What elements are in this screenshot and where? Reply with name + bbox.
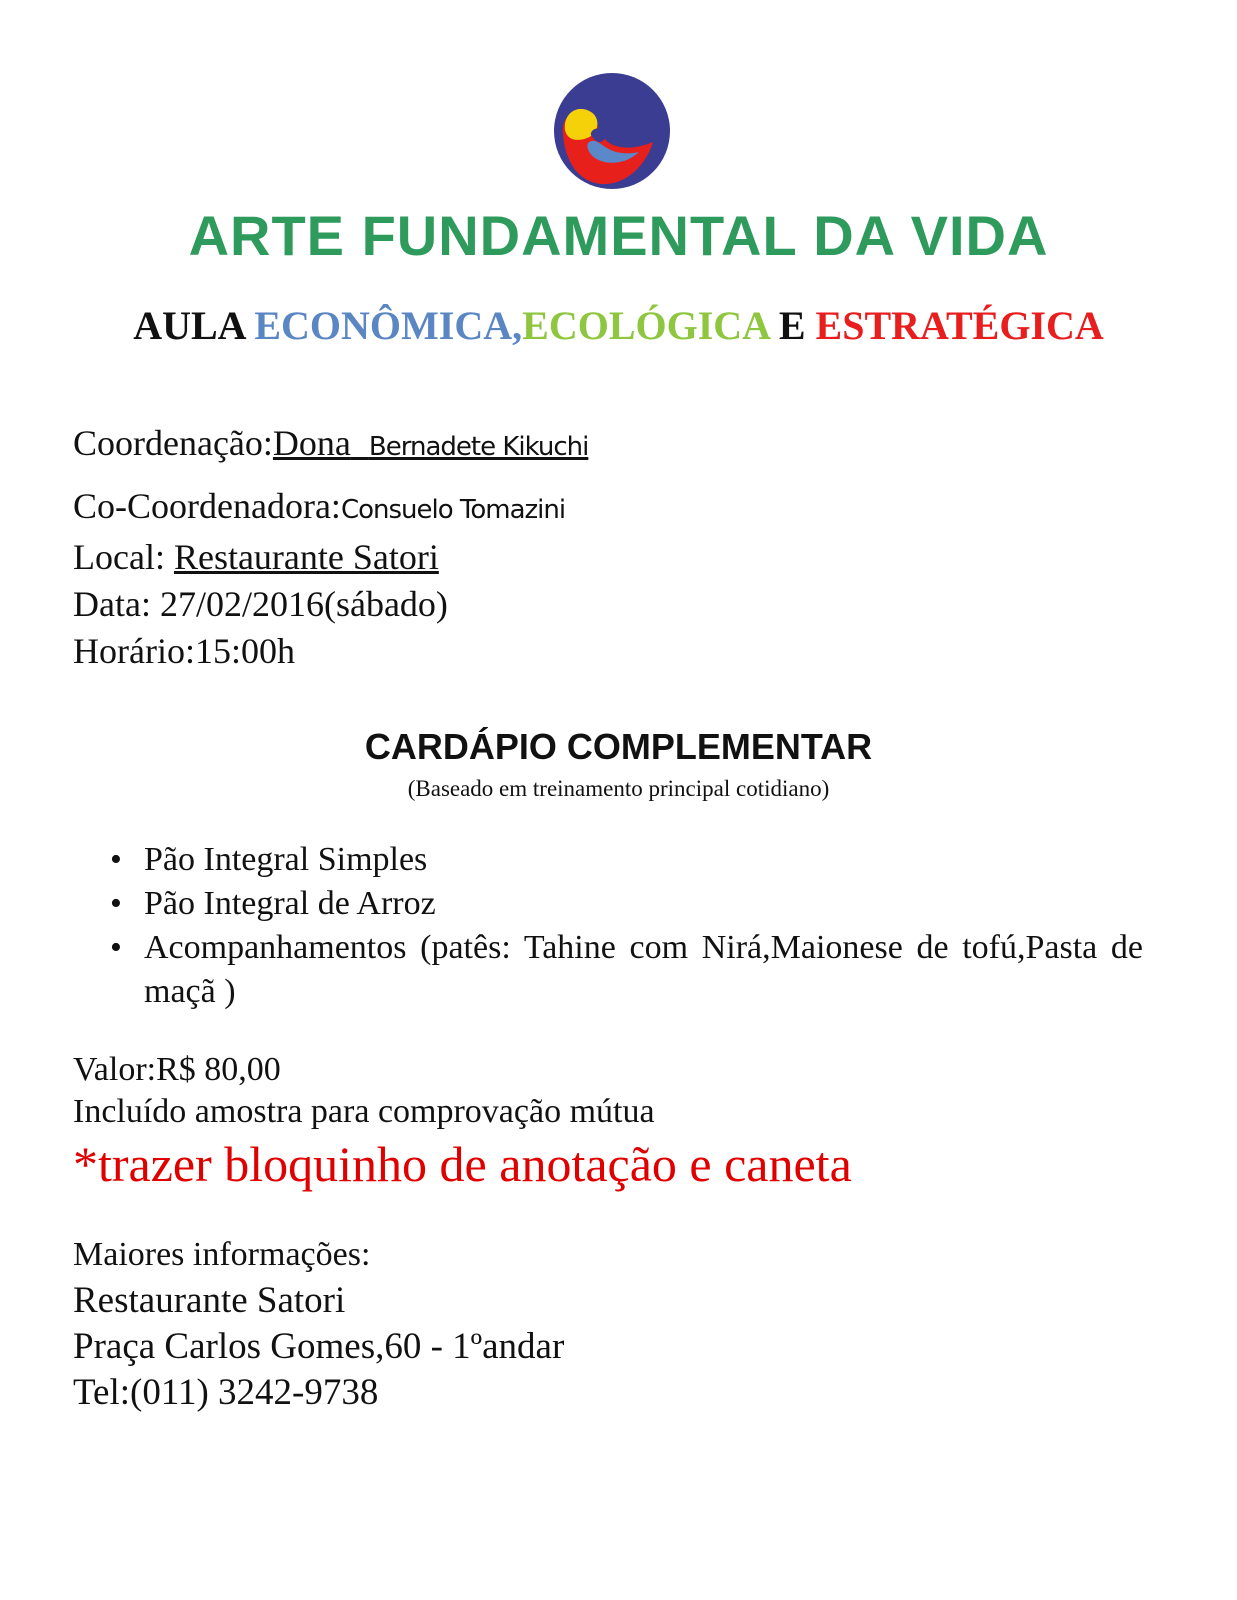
subtitle — [0, 302, 1237, 350]
menu-title: CARDÁPIO COMPLEMENTAR — [364, 726, 873, 767]
price-block — [73, 1049, 655, 1133]
bullet-icon: • — [110, 929, 122, 966]
coordination-value — [273, 423, 588, 463]
bullet-icon: • — [110, 841, 122, 878]
menu-subtitle: (Baseado em treinamento principal cotidiano) — [407, 776, 830, 801]
bring-note: *trazer bloquinho de anotação e caneta — [73, 1136, 852, 1192]
contact-label: Maiores informações: — [73, 1236, 371, 1273]
date-row: Data: 27/02/2016(sábado) — [73, 584, 448, 624]
co-coordination-name: Consuelo Tomazini — [340, 495, 566, 525]
logo-emblem — [553, 72, 671, 190]
price-value: Valor:R$ 80,00 — [73, 1051, 281, 1088]
co-coordination-row — [73, 483, 588, 534]
subtitle-prefix: AULA — [133, 303, 255, 348]
menu-item-text: Acompanhamentos (patês: Tahine com Nirá,Maionese de tofú,Pasta de maçã ) — [144, 929, 1143, 1010]
menu-list — [108, 838, 1143, 1014]
contact-phone: Tel:(011) 3242-9738 — [73, 1372, 379, 1413]
contact-block — [73, 1232, 564, 1416]
menu-item-text: Pão Integral Simples — [144, 841, 428, 878]
subtitle-ecologica: ECOLÓGICA — [522, 303, 769, 348]
list-item — [108, 838, 1143, 882]
list-item — [108, 926, 1143, 1014]
location-label: Local: — [73, 537, 174, 577]
menu-item-text: Pão Integral de Arroz — [144, 885, 436, 922]
coordination-label: Coordenação: — [73, 423, 273, 463]
list-item — [108, 882, 1143, 926]
contact-name: Restaurante Satori — [73, 1280, 346, 1321]
page-title: ARTE FUNDAMENTAL DA VIDA — [188, 204, 1049, 267]
bullet-icon: • — [110, 885, 122, 922]
circle-logo-icon — [553, 72, 671, 190]
subtitle-estrategica: ESTRATÉGICA — [815, 303, 1104, 348]
location-row — [73, 534, 588, 581]
time-row: Horário:15:00h — [73, 631, 295, 671]
subtitle-mid: E — [768, 303, 816, 348]
contact-address: Praça Carlos Gomes,60 - 1ºandar — [73, 1326, 565, 1367]
coordination-row — [73, 420, 588, 471]
coordination-dona: Dona — [272, 423, 351, 463]
coordination-name: Bernadete Kikuchi — [368, 432, 589, 462]
co-coordination-label: Co-Coordenadora: — [73, 486, 341, 526]
subtitle-economica: ECONÔMICA, — [254, 303, 523, 348]
event-info — [73, 420, 588, 675]
price-included: Incluído amostra para comprovação mútua — [73, 1093, 655, 1130]
location-value: Restaurante Satori — [173, 537, 439, 577]
